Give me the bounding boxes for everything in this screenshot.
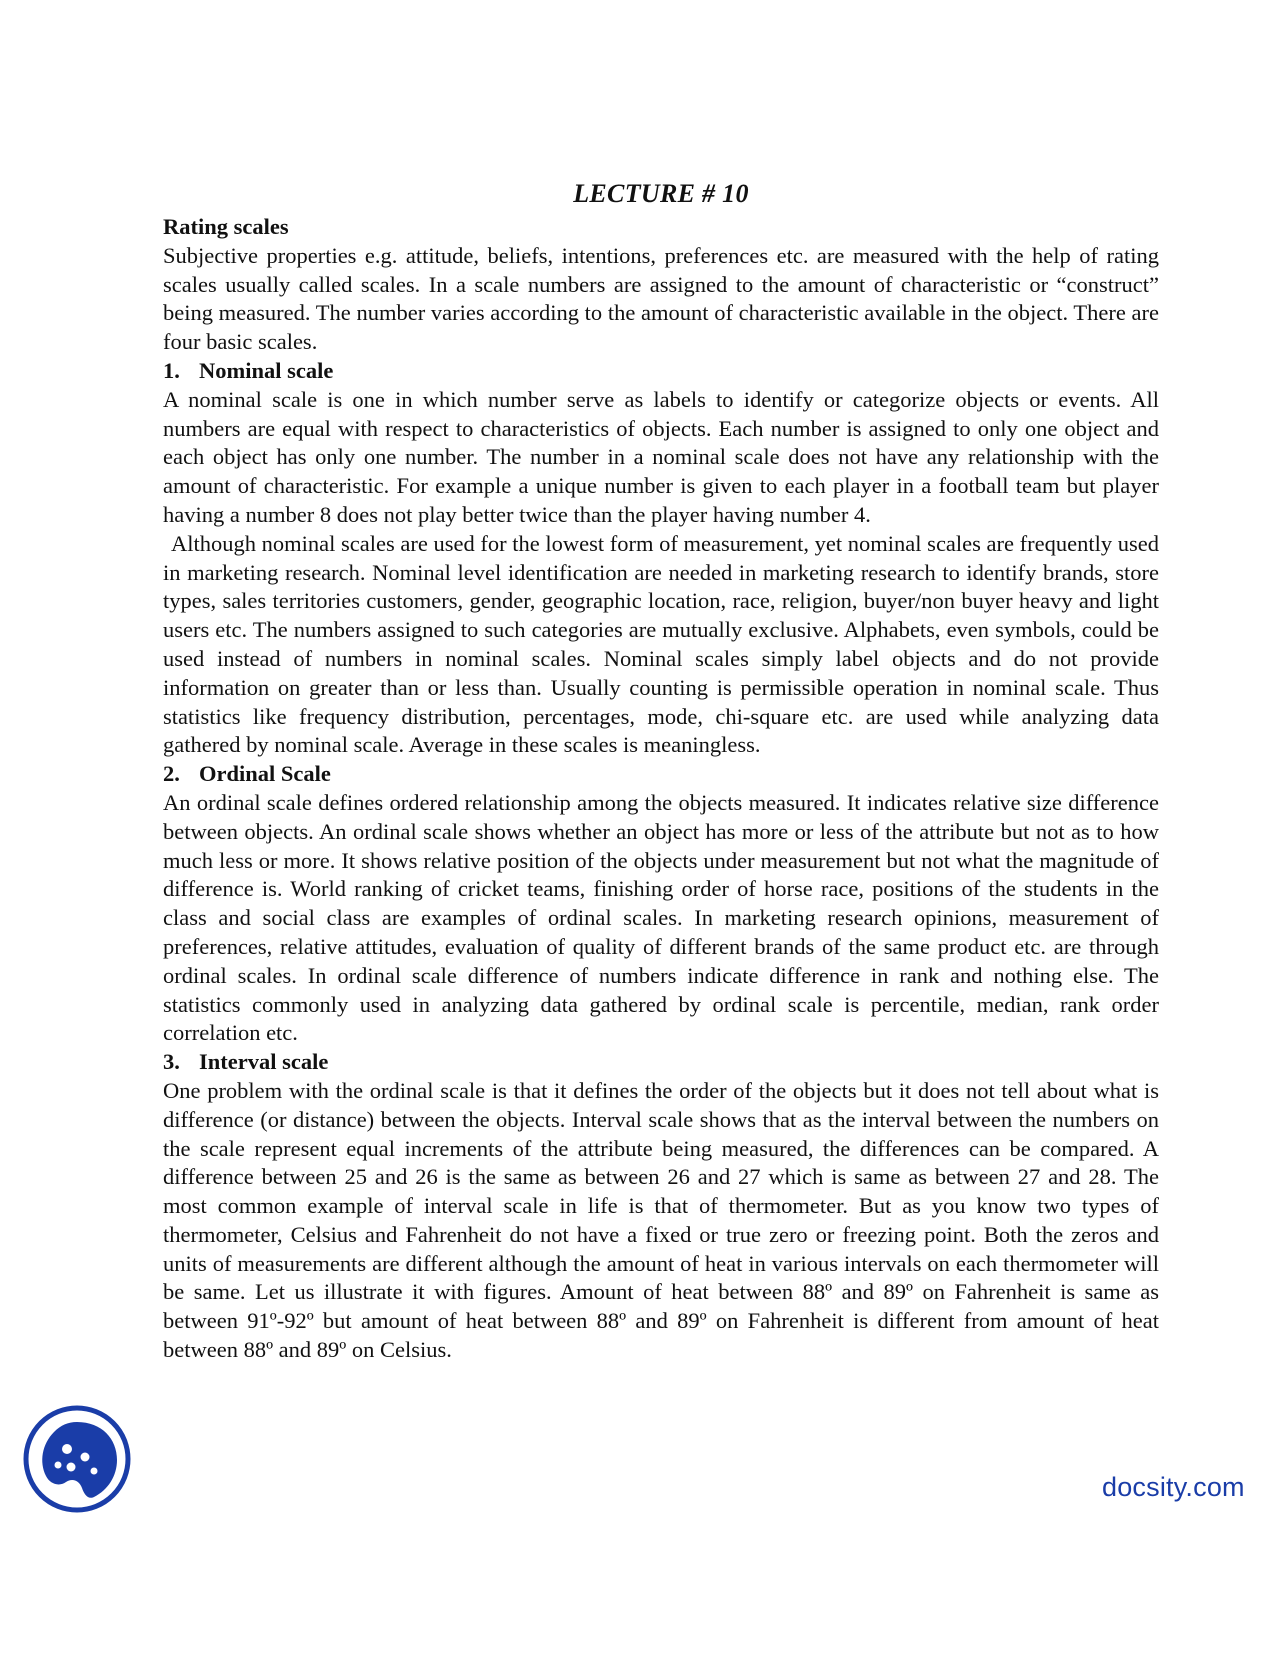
intro-paragraph: Subjective properties e.g. attitude, beliefs, intentions, preferences etc. are measured with the help of rating scales usually called scales. In a scale numbers are assigned to the amount of characteristic or “construct” being measured. The number varies according to the amount of characteristic available in the object. There are four basic scales. (163, 242, 1159, 355)
ordinal-paragraph-1: An ordinal scale defines ordered relationship among the objects measured. It indicates relative size difference between objects. An ordinal scale shows whether an object has more or less of the attribute but not as to how much less or more. It shows relative position of the objects under measurement but not what the magnitude of difference is. World ranking of cricket teams, finishing order of horse race, positions of the students in the class and social class are examples of ordinal scales. In marketing research opinions, measurement of preferences, relative attitudes, evaluation of quality of different brands of the same product etc. are through ordinal scales. In ordinal scale difference of numbers indicate difference in rank and nothing else. The statistics commonly used in analyzing data gathered by ordinal scale is percentile, median, rank order correlation etc. (163, 789, 1159, 1046)
intro-heading: Rating scales (163, 214, 289, 239)
section-heading-nominal (163, 357, 1159, 386)
lecture-title: LECTURE # 10 (573, 179, 749, 208)
section-title: Interval scale (199, 1049, 329, 1075)
document-page (163, 176, 1159, 1365)
section-title: Nominal scale (199, 357, 334, 383)
docsity-logo-icon[interactable] (22, 1404, 132, 1514)
section-number: 2. (163, 761, 180, 787)
docsity-watermark-link[interactable]: docsity.com (1102, 1472, 1245, 1502)
section-number: 1. (163, 357, 180, 383)
section-heading-interval (163, 1048, 1159, 1077)
nominal-paragraph-1: A nominal scale is one in which number serve as labels to identify or categorize objects or events. All numbers are equal with respect to characteristics of objects. Each number is assigned to only one object and each object has only one number. The number in a nominal scale does not have any relationship with the amount of characteristic. For example a unique number is given to each player in a football team but player having a number 8 does not play better twice than the player having number 4. (163, 386, 1159, 527)
section-number: 3. (163, 1049, 180, 1075)
nominal-paragraph-2: Although nominal scales are used for the lowest form of measurement, yet nominal scales are frequently used in marketing research. Nominal level identification are needed in marketing research to identify brands, store types, sales territories customers, gender, geographic location, race, religion, buyer/non buyer heavy and light users etc. The numbers assigned to such categories are mutually exclusive. Alphabets, even symbols, could be used instead of numbers in nominal scales. Nominal scales simply label objects and do not provide information on greater than or less than. Usually counting is permissible operation in nominal scale. Thus statistics like frequency distribution, percentages, mode, chi-square etc. are used while analyzing data gathered by nominal scale. Average in these scales is meaningless. (163, 530, 1159, 758)
section-title: Ordinal Scale (199, 761, 331, 787)
section-heading-ordinal (163, 760, 1159, 789)
interval-paragraph-1: One problem with the ordinal scale is that it defines the order of the objects but it does not tell about what is difference (or distance) between the objects. Interval scale shows that as the interval between the numbers on the scale represent equal increments of the attribute being measured, the differences can be compared. A difference between 25 and 26 is the same as between 26 and 27 which is same as between 27 and 28. The most common example of interval scale in life is that of thermometer. But as you know two types of thermometer, Celsius and Fahrenheit do not have a fixed or true zero or freezing point. Both the zeros and units of measurements are different although the amount of heat in various intervals on each thermometer will be same. Let us illustrate it with figures. Amount of heat between 88º and 89º on Fahrenheit is same as between 91º-92º but amount of heat between 88º and 89º on Fahrenheit is different from amount of heat between 88º and 89º on Celsius. (163, 1077, 1159, 1363)
